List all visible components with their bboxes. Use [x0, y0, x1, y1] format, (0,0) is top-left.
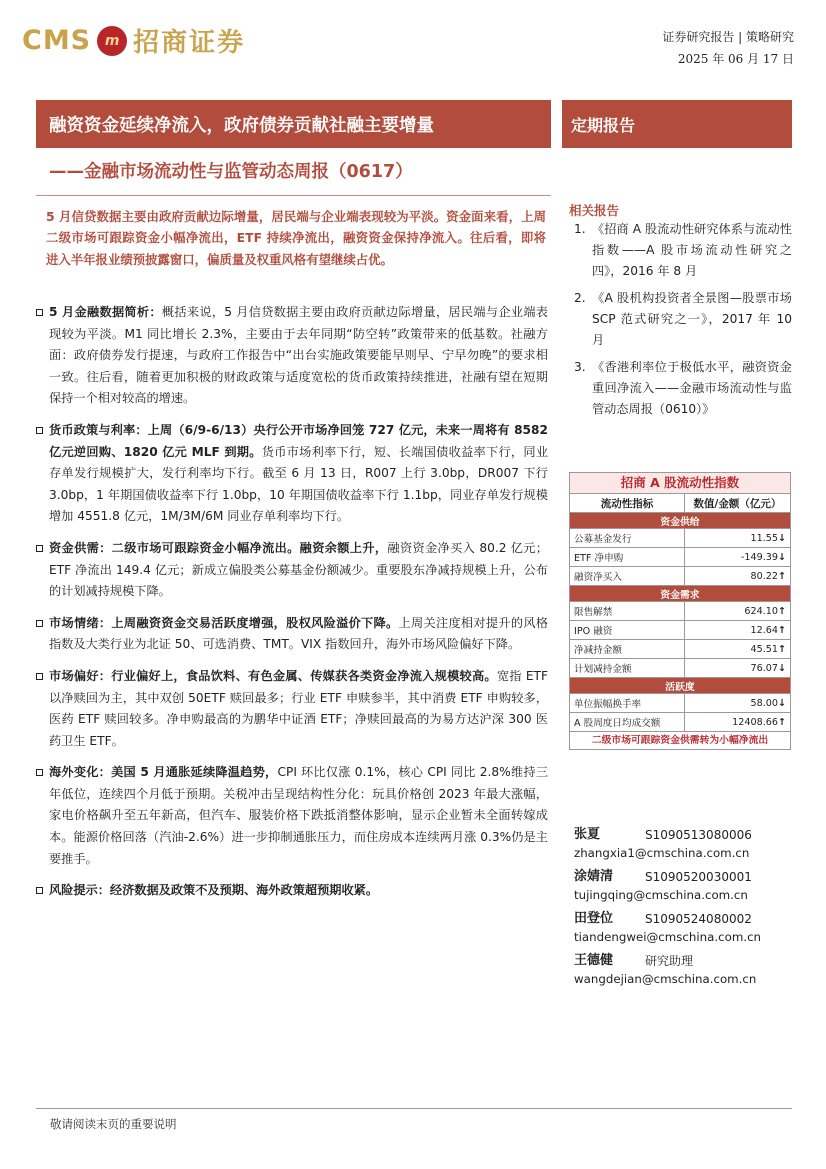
key-point-text: 融资资金净买入 80.2 亿元；ETF 净流出 149.4 亿元；新成立偏股类公募基金份额减少。重要股东净减持规模上升，公布的计划减持规模下降。 — [49, 540, 548, 599]
key-point-lead: 海外变化：美国 5 月通胀延续降温趋势， — [49, 765, 278, 780]
table-section-row — [570, 586, 791, 602]
row-value-cell — [684, 659, 790, 678]
analyst-id: S1090513080006 — [645, 828, 752, 842]
key-point — [36, 302, 548, 410]
table-row — [570, 602, 791, 621]
row-value: 12408.66 — [732, 716, 778, 728]
column-header: 流动性指标 — [570, 494, 685, 513]
trend-arrow-icon: ↑ — [777, 605, 786, 617]
analyst-name: 田登位 — [574, 911, 614, 926]
table-row — [570, 548, 791, 567]
key-point — [36, 420, 548, 528]
table-section-row — [570, 678, 791, 694]
row-value: 12.64 — [750, 624, 778, 636]
analyst-title: 研究助理 — [645, 954, 694, 968]
row-label: 净减持金额 — [570, 640, 685, 659]
analyst-id: S1090520030001 — [645, 870, 752, 884]
key-point — [36, 666, 548, 752]
trend-arrow-icon: ↓ — [777, 662, 786, 674]
row-value: 80.22 — [750, 570, 778, 582]
trend-arrow-icon: ↓ — [777, 532, 786, 544]
analyst-id: S1090524080002 — [645, 912, 752, 926]
key-point-lead: 资金供需：二级市场可跟踪资金小幅净流出。融资余额上升， — [49, 540, 388, 555]
report-category: 证券研究报告 | 策略研究 — [662, 30, 794, 44]
analyst-entry — [574, 910, 794, 946]
key-point — [36, 880, 548, 902]
section-label: 资金供给 — [570, 513, 791, 529]
analyst-name: 涂婧清 — [574, 869, 614, 884]
key-point — [36, 538, 548, 603]
row-label: IPO 融资 — [570, 621, 685, 640]
report-type-badge: 定期报告 — [562, 100, 792, 148]
row-value-cell — [684, 621, 790, 640]
analyst-entry — [574, 952, 794, 988]
row-value-cell — [684, 694, 790, 713]
trend-arrow-icon: ↑ — [777, 643, 786, 655]
related-reports-list — [574, 219, 792, 426]
row-value-cell — [684, 640, 790, 659]
title-divider — [36, 195, 551, 196]
related-report-item[interactable] — [574, 288, 792, 351]
related-report-text: 《招商 A 股流动性研究体系与流动性指数——A 股市场流动性研究之四》，2016 年 8 月 — [592, 222, 792, 278]
key-point-text: 概括来说，5 月信贷数据主要由政府贡献边际增量，居民端与企业端表现较为平淡。M1 同比增长 2.3%，主要由于去年同期“防空转”政策带来的低基数。社融方面：政府债券发行提速，与政府工作报告中“出台实施政策要能早则早、宁早勿晚”的要求相一致。往后看，随着更加积极的财政政策与适度宽松的货币政策持续推进，社融有望在短期保持一个相对较高的增速。 — [49, 305, 548, 406]
row-value: 11.55 — [750, 532, 778, 544]
key-points-list — [36, 302, 548, 912]
bullet-square-icon — [36, 620, 43, 627]
column-header: 数值/金额（亿元） — [684, 494, 790, 513]
row-value-cell — [684, 548, 790, 567]
row-label: 单位振幅换手率 — [570, 694, 685, 713]
table-footnote: 二级市场可跟踪资金供需转为小幅净流出 — [569, 732, 791, 750]
analyst-email[interactable]: tiandengwei@cmschina.com.cn — [574, 930, 762, 944]
row-label: 融资净买入 — [570, 567, 685, 586]
section-label: 活跃度 — [570, 678, 791, 694]
key-point — [36, 762, 548, 870]
trend-arrow-icon: ↑ — [777, 624, 786, 636]
logo-cms-text: CMS — [22, 25, 92, 56]
analyst-list — [574, 826, 794, 994]
related-report-number: 1. — [574, 222, 586, 236]
key-point-text: CPI 环比仅涨 0.1%，核心 CPI 同比 2.8%维持三年低位，连续四个月低于预期。关税冲击呈现结构性分化：玩具价格创 2023 年最大涨幅，家电价格飙升至五年新高，但汽车、服装价格下跌抵消整体影响，显示企业暂未全面转嫁成本。能源价格回落（汽油-2.6%）进一步抑制通胀压力，而住房成本连续两月涨 0.3%仍是主要推手。 — [49, 765, 549, 866]
logo-badge-icon: m — [97, 26, 127, 56]
row-value: -149.39 — [740, 551, 778, 563]
summary-paragraph: 5 月信贷数据主要由政府贡献边际增量，居民端与企业端表现较为平淡。资金面来看，上周二级市场可跟踪资金小幅净流出，ETF 持续净流出，融资资金保持净流入。往后看，即将进入半年报业绩预披露窗口，偏质量及权重风格有望继续占优。 — [46, 209, 546, 267]
key-point-text: 货币市场利率下行，短、长端国债收益率下行，同业存单发行规模扩大，发行利率均下行。截至 6 月 13 日，R007 上行 3.0bp，DR007 下行 3.0bp，1 年期国债收益率下行 1.0bp，10 年期国债收益率下行 1.1bp，同业存单发行规模增加 4551.8 亿元，1M/3M/6M 同业存单利率均下行。 — [49, 444, 549, 524]
analyst-email[interactable]: zhangxia1@cmschina.com.cn — [574, 846, 750, 860]
key-point-lead: 市场偏好：行业偏好上，食品饮料、有色金属、传媒获各类资金净流入规模较高。 — [49, 668, 497, 683]
related-report-number: 2. — [574, 291, 586, 305]
row-value: 76.07 — [750, 662, 778, 674]
row-value-cell — [684, 567, 790, 586]
bullet-square-icon — [36, 545, 43, 552]
key-point — [36, 613, 548, 656]
row-label: A 股周度日均成交额 — [570, 713, 685, 732]
analyst-entry — [574, 826, 794, 862]
bullet-square-icon — [36, 309, 43, 316]
table-section-row — [570, 513, 791, 529]
key-point-lead: 货币政策与利率：上周（6/9-6/13）央行公开市场净回笼 727 亿元，未来一周将有 8582 亿元逆回购、1820 亿元 MLF 到期。 — [49, 422, 548, 459]
header-meta — [662, 26, 794, 70]
bullet-square-icon — [36, 427, 43, 434]
trend-arrow-icon: ↓ — [777, 551, 786, 563]
row-label: 限售解禁 — [570, 602, 685, 621]
footer-disclaimer: 敬请阅读末页的重要说明 — [50, 1117, 177, 1131]
analyst-name: 王德健 — [574, 953, 614, 968]
bullet-square-icon — [36, 887, 43, 894]
related-report-item[interactable] — [574, 357, 792, 420]
report-subtitle: ——金融市场流动性与监管动态周报（0617） — [49, 162, 413, 182]
row-label: 计划减持金额 — [570, 659, 685, 678]
table-row — [570, 713, 791, 732]
key-point-lead: 市场情绪：上周融资资金交易活跃度增强，股权风险溢价下降。 — [49, 615, 399, 630]
analyst-entry — [574, 868, 794, 904]
trend-arrow-icon: ↓ — [777, 697, 786, 709]
company-logo — [22, 22, 245, 59]
row-value: 624.10 — [744, 605, 778, 617]
related-reports-heading: 相关报告 — [569, 203, 620, 218]
related-report-number: 3. — [574, 360, 586, 374]
table-row — [570, 659, 791, 678]
row-value-cell — [684, 529, 790, 548]
analyst-name: 张夏 — [574, 827, 601, 842]
footer-divider — [36, 1108, 792, 1109]
related-report-item[interactable] — [574, 219, 792, 282]
related-report-text: 《香港利率位于极低水平，融资资金重回净流入——金融市场流动性与监管动态周报（0610）》 — [592, 360, 792, 416]
table-row — [570, 694, 791, 713]
report-title: 融资资金延续净流入，政府债券贡献社融主要增量 — [36, 100, 551, 148]
table-row — [570, 621, 791, 640]
trend-arrow-icon: ↑ — [777, 570, 786, 582]
row-value: 58.00 — [750, 697, 778, 709]
bullet-square-icon — [36, 769, 43, 776]
report-date: 2025 年 06 月 17 日 — [677, 52, 794, 66]
key-point-text: 宽指 ETF 以净赎回为主，其中双创 50ETF 赎回最多；行业 ETF 申赎参半，其中消费 ETF 申购较多，医药 ETF 赎回较多。净申购最高的为鹏华中证酒 ETF；净赎回最高的为易方达沪深 300 医药卫生 ETF。 — [49, 668, 549, 748]
section-label: 资金需求 — [570, 586, 791, 602]
table-row — [570, 640, 791, 659]
row-value-cell — [684, 713, 790, 732]
table-header-row — [570, 494, 791, 513]
analyst-email[interactable]: wangdejian@cmschina.com.cn — [574, 972, 757, 986]
liquidity-index-table — [569, 472, 791, 750]
table-row — [570, 567, 791, 586]
bullet-square-icon — [36, 673, 43, 680]
trend-arrow-icon: ↑ — [777, 716, 786, 728]
row-value: 45.51 — [750, 643, 778, 655]
key-point-lead: 5 月金融数据简析： — [49, 305, 162, 319]
row-label: 公募基金发行 — [570, 529, 685, 548]
key-point-text: 上周关注度相对提升的风格指数及大类行业为北证 50、可选消费、TMT。VIX 指数回升，海外市场风险偏好下降。 — [49, 615, 549, 652]
logo-company-name: 招商证券 — [133, 28, 246, 58]
table-title: 招商 A 股流动性指数 — [569, 472, 791, 493]
key-point-lead: 风险提示：经济数据及政策不及预期、海外政策超预期收紧。 — [49, 883, 379, 898]
row-label: ETF 净申购 — [570, 548, 685, 567]
analyst-email[interactable]: tujingqing@cmschina.com.cn — [574, 888, 748, 902]
related-report-text: 《A 股机构投资者全景图—股票市场 SCP 范式研究之一》，2017 年 10 月 — [592, 291, 792, 347]
table-row — [570, 529, 791, 548]
row-value-cell — [684, 602, 790, 621]
